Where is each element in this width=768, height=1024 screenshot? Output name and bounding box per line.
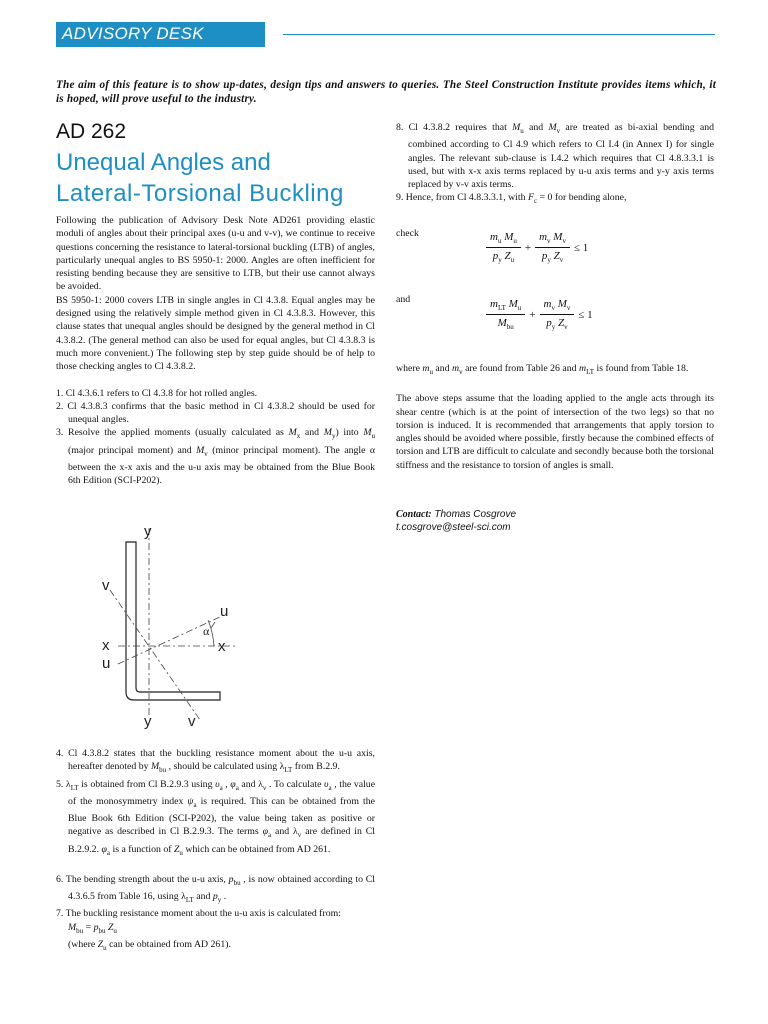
contact-name: Thomas Cosgrove <box>434 509 517 520</box>
step-4: 4. Cl 4.3.8.2 states that the buckling resistance moment about the u-u axis, hereafter denoted by $M_{bu}$ , should be calculated using $\lambda_{LT}$ from B.2.9. <box>56 748 375 775</box>
step-3: 3. Resolve the applied moments (usually calculated as $M_x$ and $M_y$) into $M_u$ (major principal moment) and $M_v$ (minor principal moment). The angle α between the x-x axis and the u-u axis may be obtained from the Blue Book 6th Edition (SCI-P202). <box>56 427 375 487</box>
article-number: AD 262 <box>56 120 127 143</box>
right-column-bottom <box>396 362 714 472</box>
label-x-right: x <box>218 638 226 655</box>
step-6: 6. The bending strength about the u-u axis, $p_{bu}$ , is now obtained according to Cl 4.3.6.5 from Table 16, using $\lambda_{LT}$ and $p_y$ . <box>56 873 375 905</box>
label-v-top: v <box>102 577 110 594</box>
article-title <box>56 147 344 209</box>
step-1: 1. Cl 4.3.6.1 refers to Cl 4.3.8 for hot rolled angles. <box>56 387 258 399</box>
step-8: 8. Cl 4.3.8.2 requires that $M_u$ and $M_v$ are treated as bi-axial bending and combined according to Cl 4.9 which refers to Cl I.4 (in Annex I) for single angles. The relevant sub-clause is I.4.2 which requires that Cl 4.8.3.3.1 is used, but with x-x axis terms replaced by u-u axis terms and y-y axis terms replaced by v-v axis terms. <box>396 122 715 191</box>
angle-section-diagram <box>96 520 246 730</box>
label-u-right: u <box>220 603 229 620</box>
torsion-paragraph: The above steps assume that the loading applied to the angle acts through its shear centre (which is at the point of intersection of the two legs) so that no torsion is induced. It is recommended that arrangements that apply torsion to angles should be avoided where possible, firstly because the combined effects of torsion and LTB are difficult to calculate and secondly because both the torsional stiffness and the resistance to torsion of angles is small. <box>396 393 714 471</box>
step-7-formula: $M_{bu} = p_{bu}$ $Z_u$ <box>68 921 117 935</box>
left-column-bottom <box>56 747 375 955</box>
paragraph-2: BS 5950-1: 2000 covers LTB in single angles in Cl 4.3.8. Equal angles may be designed using the relatively simple method given in Cl 4.3.8.3. However, this clause states that unequal angles should be designed by the general method in Cl 4.3.8.2. (The general method can also be used for equal angles, but Cl 4.3.8.3 is much more convenient.) The following step by step guide should be of help to those checking angles to Cl 4.3.8.2. <box>56 294 375 373</box>
step-2: 2. Cl 4.3.8.3 confirms that the basic method in Cl 4.3.8.2 should be used for unequal angles. <box>56 400 375 426</box>
section-banner <box>56 22 265 47</box>
header-rule <box>283 34 715 35</box>
article-title-line1: Unequal Angles and <box>56 149 271 176</box>
equation-2: $\frac{m_{LT} M_u}{M_{bu}}$ + $\frac{m_v M_v}{p_y Z_v}$ ≤ 1 <box>486 298 597 331</box>
label-v-bottom: v <box>188 713 196 730</box>
check-label: check <box>396 228 419 239</box>
article-title-line2: Lateral-Torsional Buckling <box>56 180 344 207</box>
left-column-top <box>56 214 375 488</box>
equation-1: $\frac{m_u M_u}{p_y Z_u}$ + $\frac{m_v M_v}{p_y Z_v}$ ≤ 1 <box>486 231 592 264</box>
and-label: and <box>396 294 411 305</box>
label-y-top: y <box>144 523 152 540</box>
step-9: 9. Hence, from Cl 4.8.3.3.1, with $F_c = 0$ for bending alone, <box>396 192 627 206</box>
label-u-left: u <box>102 655 111 672</box>
contact-email[interactable]: t.cosgrove@steel-sci.com <box>396 522 511 533</box>
step-5: 5. $\lambda_{LT}$ is obtained from Cl B.2.9.3 using $\upsilon_a$ , $\varphi_a$ and $\lambda_v$ . To calculate $\upsilon_a$ , the value of the monosymmetry index $\psi_a$ is required. This can be obtained from the Blue Book 6th Edition (SCI-P202), the value being taken as positive or negative as described in Cl B.2.9.3. The terms $\varphi_a$ and $\lambda_v$ are defined in Cl B.2.9.2. $\varphi_a$ is a function of $Z_u$ which can be obtained from AD 261. <box>56 778 376 857</box>
contact-block <box>396 508 516 534</box>
intro-text: The aim of this feature is to show up-dates, design tips and answers to queries. The Steel Construction Institute provides items which, it is hoped, will prove useful to the industry. <box>56 79 716 105</box>
label-alpha: α <box>203 624 210 638</box>
where-text: where $m_u$ and $m_v$ are found from Table 26 and $m_{LT}$ is found from Table 18. <box>396 363 689 376</box>
right-column-top <box>396 121 714 209</box>
contact-label: Contact: <box>396 509 432 520</box>
paragraph-1: Following the publication of Advisory Desk Note AD261 providing elastic moduli of angles about their principal axes (u-u and v-v), we continue to receive questions concerning the resistance to lateral-torsional buckling (LTB) of angles, particularly unequal angles to BS 5950-1: 2000. Angles are often inefficient for resisting bending because they are sensitive to LTB, but their use cannot always be avoided. <box>56 215 375 293</box>
section-title: ADVISORY DESK <box>62 24 204 43</box>
step-7: 7. The buckling resistance moment about the u-u axis is calculated from: <box>56 908 341 920</box>
label-x-left: x <box>102 637 110 654</box>
step-7-note: (where $Z_u$ can be obtained from AD 261). <box>68 938 231 952</box>
label-y-bottom: y <box>144 713 152 730</box>
angle-outline <box>126 542 220 700</box>
